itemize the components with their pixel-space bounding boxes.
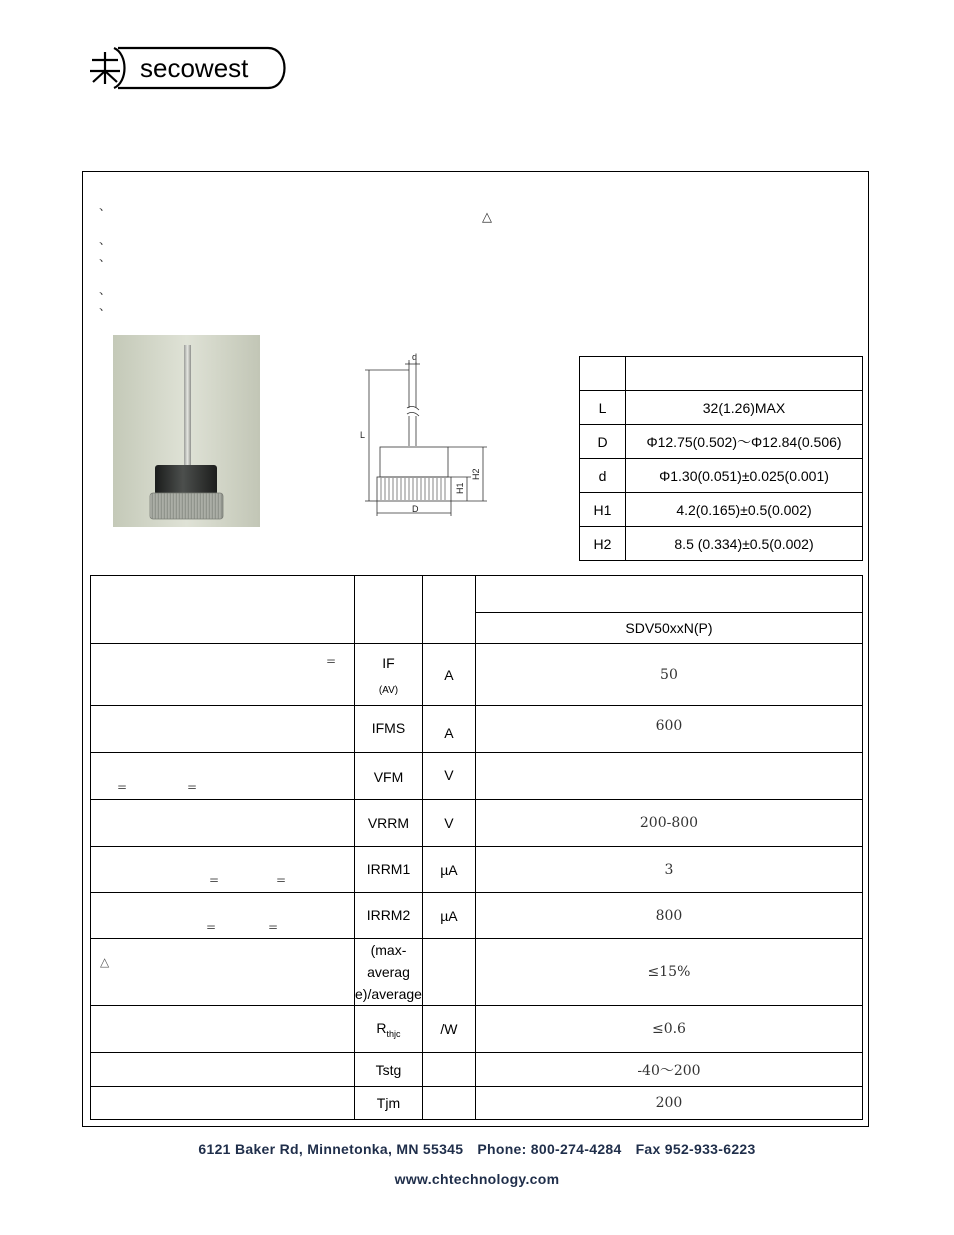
spec-param (91, 800, 355, 847)
table-row (580, 527, 863, 561)
spec-param (91, 893, 355, 939)
spec-header-value (475, 576, 862, 613)
footer-address: 6121 Baker Rd, Minnetonka, MN 55345 (198, 1141, 464, 1157)
spec-symbol: (max-averag e)/average (355, 939, 423, 1006)
spec-symbol: IRRM1 (355, 847, 423, 893)
spec-header-parameter (91, 576, 355, 644)
specifications-table (90, 575, 863, 1120)
table-row (91, 706, 863, 753)
spec-value: 200 (475, 1087, 862, 1120)
dimensions-table (579, 356, 863, 561)
spec-model: SDV50xxN(P) (475, 613, 862, 644)
table-row (580, 391, 863, 425)
spec-symbol: IRRM2 (355, 893, 423, 939)
spec-symbol: Tjm (355, 1087, 423, 1120)
table-row (91, 753, 863, 800)
eq-mark: = (187, 780, 198, 794)
table-row (580, 357, 863, 391)
spec-unit: V (422, 753, 475, 800)
spec-unit: µA (422, 847, 475, 893)
spec-value: -40～200 (475, 1053, 862, 1087)
dim-value: 8.5 (0.334)±0.5(0.002) (626, 527, 863, 561)
spec-value (475, 753, 862, 800)
table-row (91, 939, 863, 1006)
spec-value: 3 (475, 847, 862, 893)
dim-symbol: H1 (580, 493, 626, 527)
dim-value: 4.2(0.165)±0.5(0.002) (626, 493, 863, 527)
table-row (91, 893, 863, 939)
spec-param (91, 1006, 355, 1053)
dim-header-value (626, 357, 863, 391)
spec-unit: V (422, 800, 475, 847)
drawing-label-H2: H2 (471, 468, 481, 480)
spec-param (91, 939, 355, 1006)
eq-mark: = (325, 654, 336, 668)
footer-website[interactable]: www.chtechnology.com (394, 1171, 560, 1187)
drawing-label-D: D (412, 504, 419, 514)
intro-mark: 、 (99, 199, 112, 213)
svg-text:secowest: secowest (140, 53, 249, 83)
drawing-label-H1: H1 (455, 482, 465, 494)
footer-phone: Phone: 800-274-4284 (477, 1141, 622, 1157)
table-row (91, 800, 863, 847)
footer-contact (0, 1141, 954, 1157)
eq-mark: = (268, 920, 279, 934)
spec-param (91, 753, 355, 800)
spec-value: ≤0.6 (475, 1006, 862, 1053)
secowest-logo (88, 44, 292, 92)
eq-mark: = (206, 920, 217, 934)
triangle-mark: △ (100, 955, 110, 969)
intro-mark: 、 (99, 299, 112, 313)
spec-symbol: VFM (355, 753, 423, 800)
dim-header-symbol (580, 357, 626, 391)
eq-mark: = (209, 873, 220, 887)
spec-value: 200-800 (475, 800, 862, 847)
spec-symbol: VRRM (355, 800, 423, 847)
table-row (580, 493, 863, 527)
table-row (91, 1087, 863, 1120)
intro-mark: 、 (99, 233, 112, 247)
spec-unit: µA (422, 893, 475, 939)
table-row (91, 847, 863, 893)
spec-param (91, 1087, 355, 1120)
drawing-label-L: L (360, 430, 366, 440)
table-row (580, 459, 863, 493)
spec-symbol: IF (AV) (355, 644, 423, 706)
spec-value: 800 (475, 893, 862, 939)
table-header-row (91, 576, 863, 613)
intro-mark: 、 (99, 283, 112, 297)
spec-unit (422, 1087, 475, 1120)
spec-value: ≤15% (475, 939, 862, 1006)
spec-symbol: Tstg (355, 1053, 423, 1087)
table-row (91, 1053, 863, 1087)
spec-value: 50 (475, 644, 862, 706)
dim-value: Φ12.75(0.502)～Φ12.84(0.506) (626, 425, 863, 459)
footer-fax: Fax 952-933-6223 (635, 1141, 756, 1157)
dim-symbol: d (580, 459, 626, 493)
drawing-label-d: d (412, 352, 418, 362)
table-row (580, 425, 863, 459)
dim-value: Φ1.30(0.051)±0.025(0.001) (626, 459, 863, 493)
eq-mark: = (117, 780, 128, 794)
spec-header-unit (422, 576, 475, 644)
table-row (91, 1006, 863, 1053)
dim-symbol: L (580, 391, 626, 425)
spec-param (91, 847, 355, 893)
spec-unit: A (422, 706, 475, 753)
spec-symbol: IFMS (355, 706, 423, 753)
intro-mark: 、 (99, 250, 112, 264)
spec-value: 600 (475, 706, 862, 753)
table-row (91, 644, 863, 706)
dim-value: 32(1.26)MAX (626, 391, 863, 425)
dim-symbol: D (580, 425, 626, 459)
intro-mark-triangle: △ (482, 210, 492, 225)
spec-param (91, 644, 355, 706)
diode-photo (113, 335, 260, 527)
spec-unit: A (422, 644, 475, 706)
spec-param (91, 1053, 355, 1087)
spec-unit: /W (422, 1006, 475, 1053)
eq-mark: = (276, 873, 287, 887)
outline-drawing (355, 350, 490, 520)
spec-unit (422, 939, 475, 1006)
spec-param (91, 706, 355, 753)
spec-unit (422, 1053, 475, 1087)
spec-symbol: $R_{thjc}$ (355, 1006, 423, 1053)
spec-header-symbol (355, 576, 423, 644)
dim-symbol: H2 (580, 527, 626, 561)
